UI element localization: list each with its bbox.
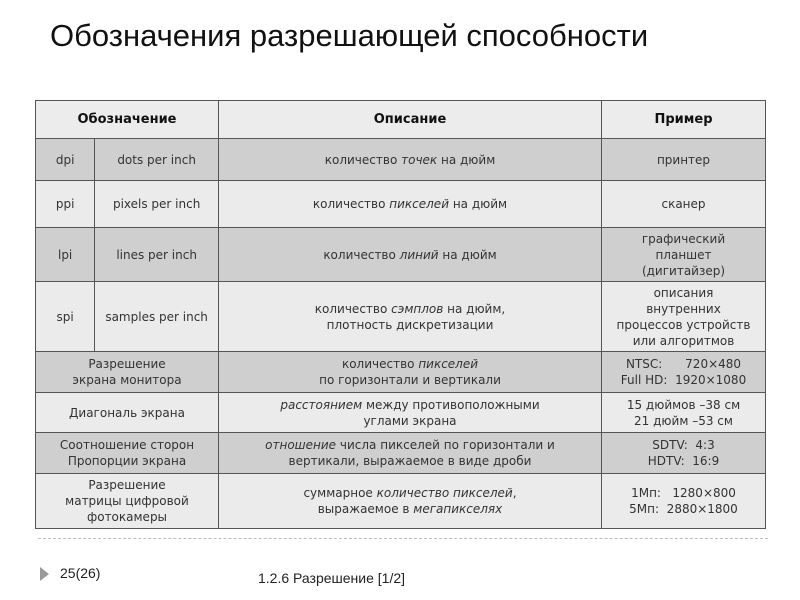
example-cell	[602, 393, 766, 433]
parameter-name-cell	[36, 393, 219, 433]
header-description: Описание	[219, 101, 602, 139]
example-line: или алгоритмов	[632, 333, 735, 348]
header-designation: Обозначение	[36, 101, 219, 139]
example-line: внутренних	[646, 301, 721, 316]
example-line: планшет	[655, 247, 712, 262]
text-segment: на дюйм,	[443, 301, 506, 316]
text-segment: количество	[314, 301, 392, 316]
parameter-name-cell	[36, 474, 219, 529]
text-segment: суммарное	[303, 486, 377, 500]
text-segment: на дюйм	[437, 152, 496, 167]
emphasis-text: количество пикселей	[376, 486, 513, 500]
example-line: описания	[653, 285, 714, 300]
description-cell	[219, 228, 602, 282]
example-line: 5Мп: 2880×1800	[629, 502, 738, 516]
full-name-cell: dots per inch	[95, 139, 219, 181]
description-line	[222, 317, 598, 333]
triangle-bullet-icon	[40, 567, 49, 581]
emphasis-text: мегапикселях	[413, 502, 503, 516]
example-cell	[602, 139, 766, 181]
example-cell	[602, 474, 766, 529]
name-line: Разрешение	[88, 357, 166, 371]
name-line: Разрешение	[88, 478, 166, 492]
description-line	[222, 372, 598, 388]
text-segment: количество	[323, 247, 400, 262]
description-line	[222, 501, 598, 517]
text-segment: на дюйм	[449, 197, 508, 211]
text-segment: углами экрана	[363, 413, 457, 428]
example-line: HDTV: 16:9	[647, 454, 720, 468]
example-line: графический	[641, 231, 726, 246]
section-label: 1.2.6 Разрешение [1/2]	[258, 570, 406, 586]
emphasis-text: точек	[401, 152, 438, 167]
name-line: матрицы цифровой	[65, 494, 189, 508]
description-line	[222, 437, 598, 453]
text-segment: ,	[512, 486, 517, 500]
emphasis-text: сэмплов	[391, 301, 444, 316]
table-row	[36, 282, 766, 352]
table-row	[36, 433, 766, 474]
abbreviation-cell: dpi	[36, 139, 95, 181]
abbreviation-cell: ppi	[36, 181, 95, 228]
table-row	[36, 474, 766, 529]
emphasis-text: пикселей	[389, 197, 449, 211]
example-line: принтер	[656, 152, 711, 167]
description-cell	[219, 181, 602, 228]
header-example: Пример	[602, 101, 766, 139]
text-segment: на дюйм	[438, 247, 497, 262]
description-line	[222, 247, 598, 263]
text-segment: по горизонтали и вертикали	[319, 373, 501, 387]
example-cell	[602, 181, 766, 228]
emphasis-text: линий	[399, 247, 439, 262]
description-line	[222, 485, 598, 501]
text-segment: количество	[324, 152, 402, 167]
full-name-cell: lines per inch	[95, 228, 219, 282]
name-line: Пропорции экрана	[67, 454, 187, 468]
description-line	[222, 413, 598, 429]
emphasis-text: расстоянием	[280, 397, 363, 412]
description-line	[222, 152, 598, 168]
emphasis-text: отношение	[265, 438, 337, 452]
description-line	[222, 397, 598, 413]
description-cell	[219, 433, 602, 474]
example-line: NTSC: 720×480	[625, 357, 742, 371]
table-row	[36, 393, 766, 433]
description-cell	[219, 282, 602, 352]
example-line: (дигитайзер)	[641, 263, 726, 278]
text-segment: между противоположными	[362, 397, 540, 412]
text-segment: числа пикселей по горизонтали и	[336, 438, 555, 452]
table-row	[36, 181, 766, 228]
table-row	[36, 228, 766, 282]
description-cell	[219, 393, 602, 433]
description-line	[222, 196, 598, 212]
abbreviation-cell: lpi	[36, 228, 95, 282]
description-cell	[219, 474, 602, 529]
table-row	[36, 352, 766, 393]
text-segment: вертикали, выражаемое в виде дроби	[288, 454, 532, 468]
description-line	[222, 356, 598, 372]
example-cell	[602, 282, 766, 352]
text-segment: количество	[341, 357, 419, 371]
emphasis-text: пикселей	[418, 357, 479, 371]
example-line: 1Мп: 1280×800	[631, 486, 736, 500]
description-line	[222, 453, 598, 469]
example-line: 21 дюйм –53 см	[634, 413, 733, 428]
table-row	[36, 139, 766, 181]
full-name-cell: samples per inch	[95, 282, 219, 352]
example-line: сканер	[661, 197, 706, 211]
example-cell	[602, 352, 766, 393]
text-segment: выражаемое в	[317, 502, 414, 516]
name-line: Диагональ экрана	[69, 405, 185, 420]
example-line: 15 дюймов –38 см	[626, 397, 741, 412]
abbreviation-cell: spi	[36, 282, 95, 352]
parameter-name-cell	[36, 433, 219, 474]
resolution-table	[35, 100, 766, 529]
example-cell	[602, 228, 766, 282]
description-cell	[219, 139, 602, 181]
parameter-name-cell	[36, 352, 219, 393]
description-cell	[219, 352, 602, 393]
table-header-row	[36, 101, 766, 139]
footer-divider	[38, 538, 768, 539]
text-segment: плотность дискретизации	[326, 317, 494, 332]
description-line	[222, 301, 598, 317]
name-line: фотокамеры	[86, 510, 168, 524]
full-name-cell: pixels per inch	[95, 181, 219, 228]
example-cell	[602, 433, 766, 474]
example-line: процессов устройств	[616, 317, 751, 332]
example-line: Full HD: 1920×1080	[620, 373, 747, 387]
example-line: SDTV: 4:3	[652, 438, 715, 452]
name-line: Соотношение сторон	[59, 438, 195, 452]
page-number: 25(26)	[60, 565, 101, 581]
text-segment: количество	[312, 197, 390, 211]
name-line: экрана монитора	[72, 373, 182, 387]
slide-title: Обозначения разрешающей способности	[50, 18, 649, 53]
